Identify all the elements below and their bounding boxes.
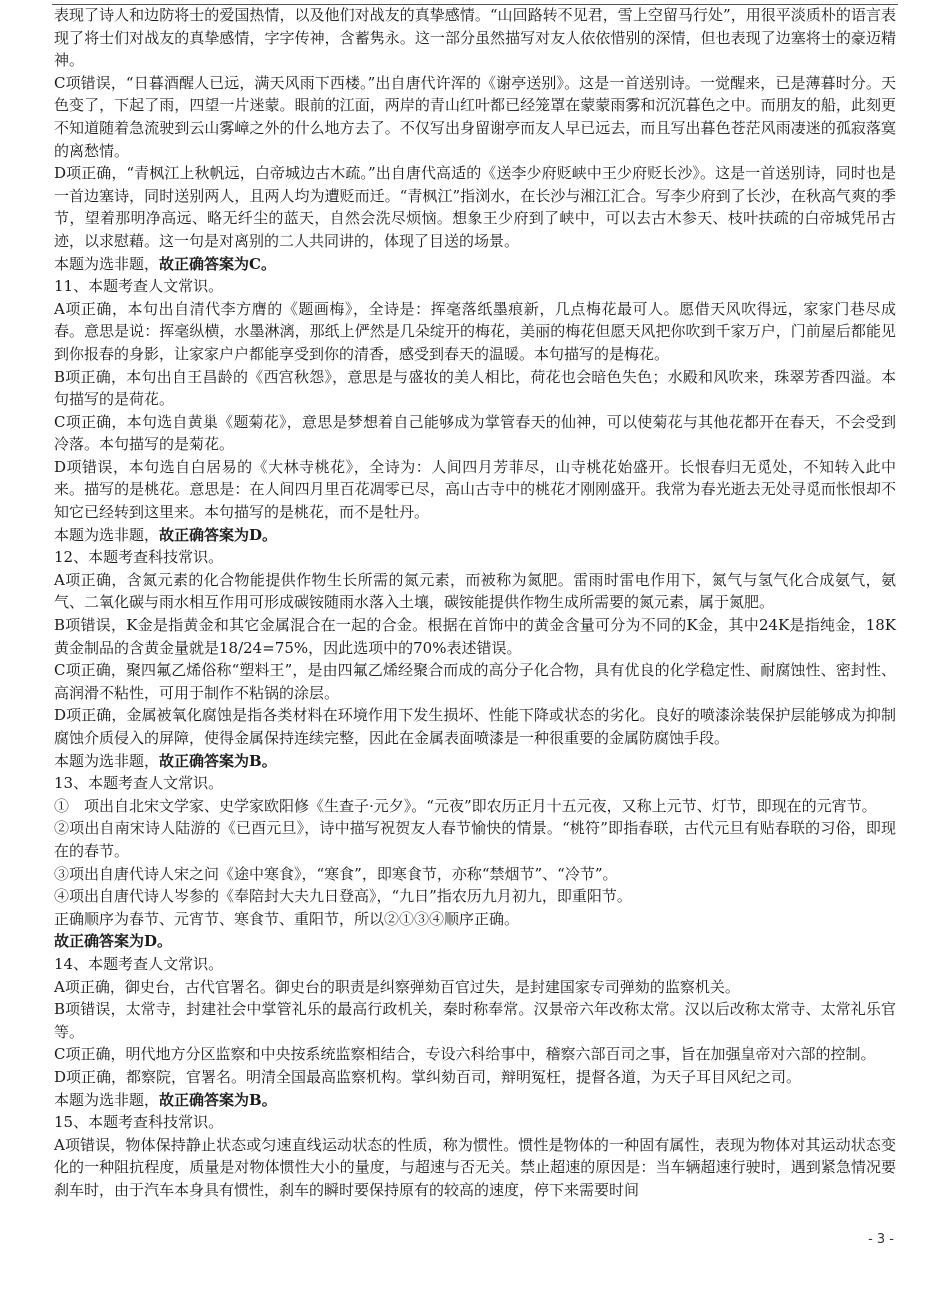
- paragraph: [54, 253, 896, 276]
- paragraph: [54, 976, 896, 999]
- paragraph: [54, 72, 896, 162]
- paragraph: [54, 569, 896, 614]
- document-body: [54, 4, 896, 1201]
- paragraph: [54, 275, 896, 298]
- paragraph-text: 11、本题考查人文常识。: [54, 277, 224, 296]
- paragraph: [54, 885, 896, 908]
- paragraph-text: 本题为选非题，: [54, 751, 160, 770]
- paragraph-text: 12、本题考查科技常识。: [54, 548, 224, 567]
- paragraph: [54, 1043, 896, 1066]
- paragraph-text: A项错误，物体保持静止状态或匀速直线运动状态的性质，称为惯性。惯性是物体的一种固有属性，表现为物体对其运动状态变化的一种阻抗程度，质量是对物体惯性大小的量度，与超速与否无关。禁止超速的原因是：当车辆超速行驶时，遇到紧急情况要刹车时，由于汽车本身具有惯性，刹车的瞬时要保持原有的较高的速度，停下来需要时间: [54, 1135, 896, 1199]
- paragraph: [54, 162, 896, 252]
- paragraph: [54, 908, 896, 931]
- paragraph-text: B项错误，太常寺，封建社会中掌管礼乐的最高行政机关，秦时称奉常。汉景帝六年改称太常。汉以后改称太常寺、太常礼乐官等。: [54, 1000, 896, 1041]
- paragraph-text: C项正确，本句选自黄巢《题菊花》，意思是梦想着自己能够成为掌管春天的仙神，可以使菊花与其他花都开在春天，不会受到冷落。本句描写的是菊花。: [54, 412, 896, 454]
- paragraph-text: 15、本题考查科技常识。: [54, 1113, 224, 1132]
- paragraph-text: 本题为选非题，: [54, 1090, 160, 1109]
- paragraph: [54, 953, 896, 976]
- paragraph-text: ④项出自唐代诗人岑参的《奉陪封大夫九日登高》，“九日”指农历九月初九，即重阳节。: [54, 887, 632, 906]
- paragraph-text: C项错误，“日暮酒醒人已远，满天风雨下西楼。”出自唐代许浑的《谢亭送别》。这是一首送别诗。一觉醒来，已是薄暮时分。天色变了，下起了雨，四望一片迷蒙。眼前的江面，两岸的青山红叶都已经笼罩在蒙蒙雨雾和沉沉暮色之中。而朋友的船，此刻更不知道随着急流驶到云山雾嶂之外的什么地方去了。不仅写出身留谢亭而友人早已远去，而且写出暮色苍茫风雨凄迷的孤寂落寞的离愁情。: [54, 73, 896, 160]
- paragraph-text: D项正确，都察院，官署名。明清全国最高监察机构。掌纠劾百司，辩明冤枉，提督各道，为天子耳目风纪之司。: [54, 1067, 802, 1086]
- paragraph: [54, 863, 896, 886]
- paragraph: [54, 1066, 896, 1089]
- paragraph: [54, 795, 896, 818]
- answer-text: 故正确答案为B。: [159, 751, 277, 770]
- page-number: - 3 -: [868, 1232, 894, 1247]
- paragraph-text: 表现了诗人和边防将士的爱国热情，以及他们对战友的真挚感情。“山回路转不见君，雪上空留马行处”，用很平淡质朴的语言表现了将士们对战友的真挚感情，字字传神，含蓄隽永。这一部分虽然描写对友人依依惜别的深情，但也表现了边塞将士的豪迈精神。: [54, 6, 896, 70]
- answer-text: 故正确答案为B。: [159, 1090, 277, 1109]
- paragraph: [54, 1134, 896, 1202]
- paragraph: [54, 659, 896, 704]
- paragraph: [54, 614, 896, 659]
- paragraph-text: 正确顺序为春节、元宵节、寒食节、重阳节，所以②①③④顺序正确。: [54, 909, 520, 928]
- paragraph-text: A项正确，本句出自清代李方膺的《题画梅》，全诗是：挥毫落纸墨痕新，几点梅花最可人。愿借天风吹得远，家家门巷尽成春。意思是说：挥毫纵横，水墨淋漓，那纸上俨然是几朵绽开的梅花，美丽的梅花但愿天风把你吹到千家万户，门前屋后都能见到你报春的身影，让家家户户都能享受到你的清香，感受到春天的温暖。本句描写的是梅花。: [54, 299, 896, 363]
- paragraph: [54, 817, 896, 862]
- paragraph: [54, 1089, 896, 1112]
- paragraph: [54, 546, 896, 569]
- paragraph-text: B项正确，本句出自王昌龄的《西宫秋怨》，意思是与盛妆的美人相比，荷花也会暗色失色；水殿和风吹来，珠翠芳香四溢。本句描写的是荷花。: [54, 367, 896, 409]
- paragraph-text: 本题为选非题，: [54, 525, 160, 544]
- paragraph-text: 13、本题考查人文常识。: [54, 774, 224, 793]
- paragraph-text: 本题为选非题，: [54, 254, 160, 273]
- paragraph-text: D项正确，“青枫江上秋帆远，白帝城边古木疏。”出自唐代高适的《送李少府贬峡中王少府贬长沙》。这是一首送别诗，同时也是一首边塞诗，同时送别两人，且两人均为遭贬而迁。“青枫江”指浏水，在长沙与湘江汇合。写李少府到了长沙，在秋高气爽的季节，望着那明净高远、略无纤尘的蓝天，自然会洗尽烦恼。想象王少府到了峡中，可以去古木参天、枝叶扶疏的白帝城凭吊古迹，以求慰藉。这一句是对离别的二人共同讲的，体现了目送的场景。: [54, 164, 896, 250]
- paragraph-text: A项正确，御史台，古代官署名。御史台的职责是纠察弹劾百官过失，是封建国家专司弹劾的监察机关。: [54, 977, 740, 996]
- answer-text: 故正确答案为D。: [54, 932, 173, 951]
- paragraph: [54, 1111, 896, 1134]
- paragraph-text: B项错误，K金是指黄金和其它金属混合在一起的合金。根据在首饰中的黄金含量可分为不同的K金，其中24K是指纯金，18K黄金制品的含黄金量就是18/24=75%，因此选项中的70%表述错误。: [54, 616, 896, 657]
- paragraph-text: C项正确，聚四氟乙烯俗称“塑料王”，是由四氟乙烯经聚合而成的高分子化合物，具有优良的化学稳定性、耐腐蚀性、密封性、高润滑不粘性，可用于制作不粘锅的涂层。: [54, 661, 896, 702]
- paragraph: [54, 930, 896, 953]
- paragraph: [54, 524, 896, 547]
- paragraph-text: ③项出自唐代诗人宋之问《途中寒食》，“寒食”，即寒食节，亦称“禁烟节”、“冷节”。: [54, 864, 618, 883]
- paragraph-text: D项错误，本句选自白居易的《大林寺桃花》，全诗为：人间四月芳菲尽，山寺桃花始盛开。长恨春归无觅处，不知转入此中来。描写的是桃花。意思是：在人间四月里百花凋零已尽，高山古寺中的桃花才刚刚盛开。我常为春光逝去无处寻觅而怅恨却不知它已经转到这里来。本句描写的是桃花，而不是牡丹。: [54, 457, 896, 522]
- paragraph-text: 14、本题考查人文常识。: [54, 954, 224, 973]
- paragraph-text: A项正确，含氮元素的化合物能提供作物生长所需的氮元素，而被称为氮肥。雷雨时雷电作用下，氮气与氢气化合成氨气，氨气、二氧化碳与雨水相互作用可形成碳铵随雨水落入土壤，碳铵能提供作物生成所需要的氮元素，属于氮肥。: [54, 570, 896, 612]
- paragraph: [54, 772, 896, 795]
- paragraph: [54, 704, 896, 749]
- paragraph: [54, 456, 896, 524]
- paragraph: [54, 998, 896, 1043]
- answer-text: 故正确答案为C。: [159, 254, 276, 273]
- paragraph: [54, 750, 896, 773]
- paragraph-text: ① 项出自北宋文学家、史学家欧阳修《生查子·元夕》。“元夜”即农历正月十五元夜，又称上元节、灯节，即现在的元宵节。: [54, 796, 877, 815]
- paragraph-text: ②项出自南宋诗人陆游的《已酉元旦》，诗中描写祝贺友人春节愉快的情景。“桃符”即指春联，古代元旦有贴春联的习俗，即现在的春节。: [54, 819, 896, 860]
- paragraph-text: D项正确，金属被氧化腐蚀是指各类材料在环境作用下发生损坏、性能下降或状态的劣化。良好的喷漆涂装保护层能够成为抑制腐蚀介质侵入的屏障，使得金属保持连续完整，因此在金属表面喷漆是一种很重要的金属防腐蚀手段。: [54, 706, 896, 747]
- paragraph: [54, 4, 896, 72]
- answer-text: 故正确答案为D。: [159, 525, 278, 544]
- paragraph: [54, 411, 896, 456]
- paragraph-text: C项正确，明代地方分区监察和中央按系统监察相结合，专设六科给事中，稽察六部百司之事，旨在加强皇帝对六部的控制。: [54, 1045, 876, 1064]
- paragraph: [54, 298, 896, 366]
- paragraph: [54, 366, 896, 411]
